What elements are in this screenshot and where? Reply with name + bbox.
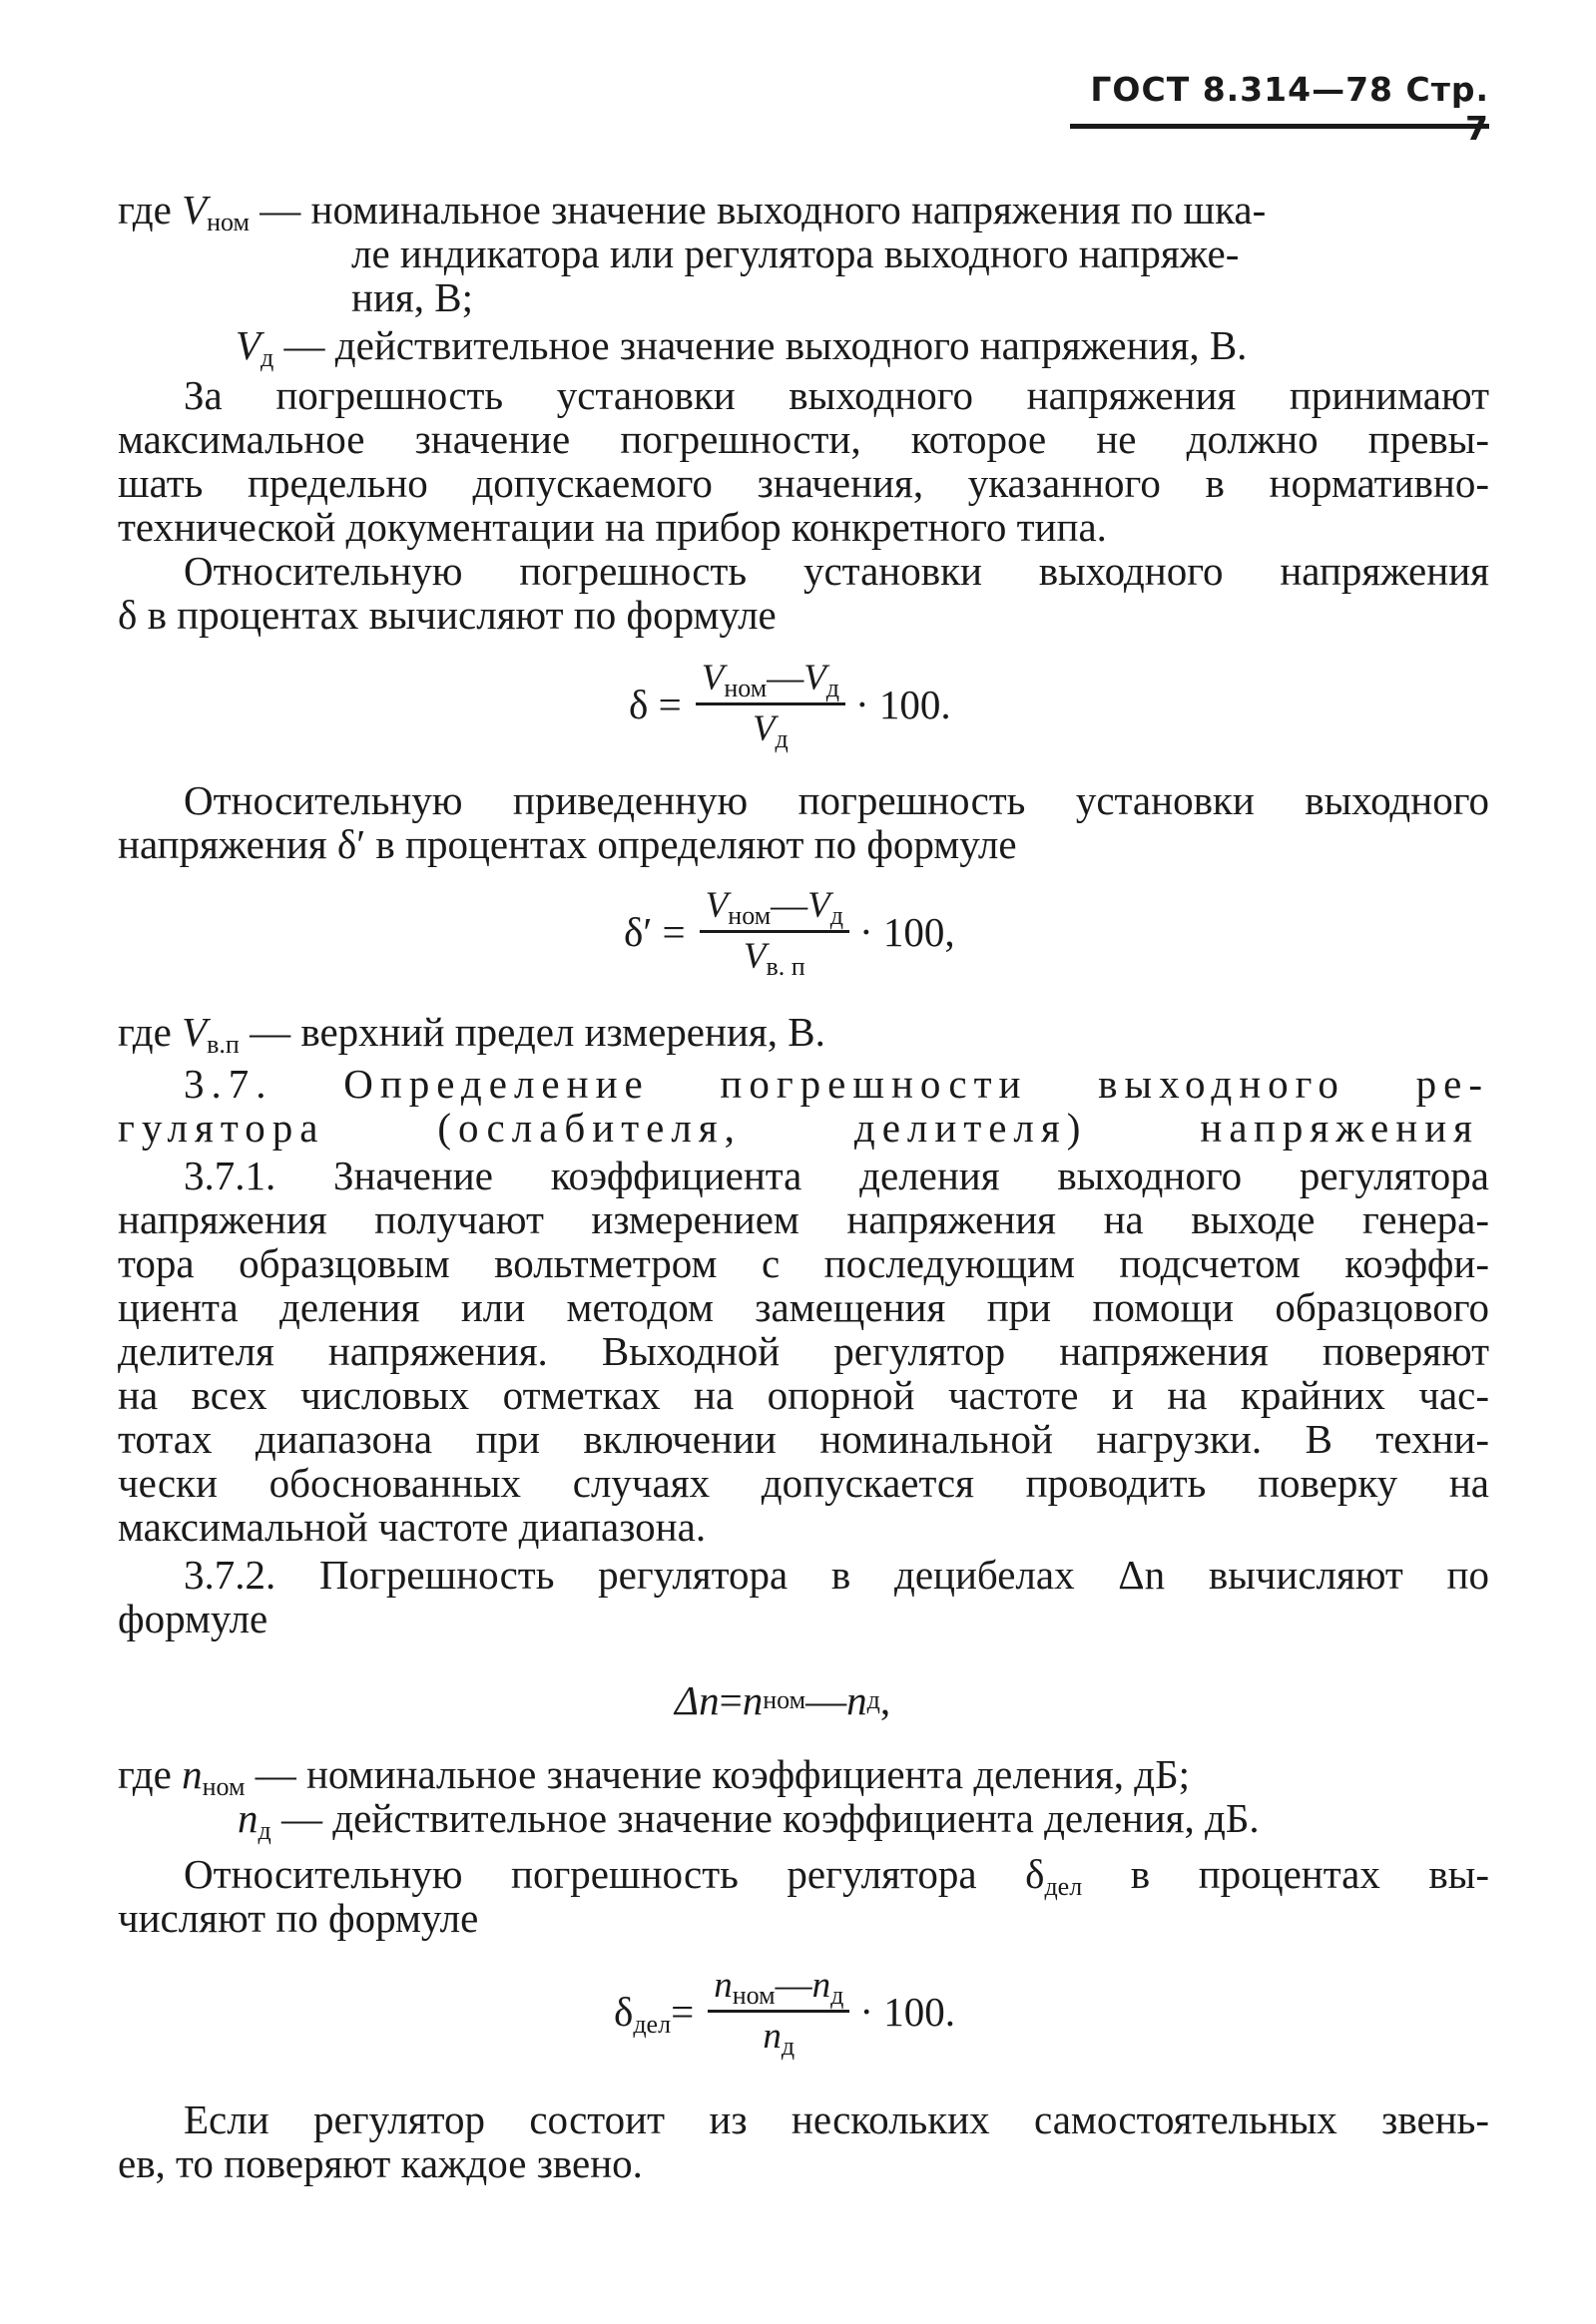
definition-line: ле индикатора или регулятора выходного напряже- <box>351 231 1240 276</box>
symbol-delta: δ <box>1025 1851 1045 1897</box>
formula-term: n <box>846 1677 867 1723</box>
definition-n-d <box>238 1795 1260 1845</box>
fraction-numerator: $n_{ном}—n_д$ <box>714 1965 844 2010</box>
paragraph-line: 3.7.2. Погрешность регулятора в децибелах Δn вычисляют по <box>184 1552 1489 1598</box>
formula-delta-del <box>614 1965 955 2061</box>
paragraph-line: За погрешность установки выходного напряжения принимают <box>184 372 1489 418</box>
formula-delta <box>629 658 951 753</box>
formula-term: n <box>742 1677 764 1723</box>
subscript-del: дел <box>1044 1872 1083 1901</box>
symbol-n: n <box>182 1751 203 1797</box>
where-word: где <box>118 187 172 232</box>
definition-line: ния, В; <box>351 274 473 320</box>
paragraph-line <box>184 1851 1489 1901</box>
definition-text: — верхний предел измерения, В. <box>250 1009 825 1055</box>
subscript-nom: ном <box>202 1772 246 1801</box>
paragraph-line: формуле <box>118 1596 268 1641</box>
page-header: ГОСТ 8.314—78 Стр. <box>1090 70 1489 109</box>
fraction-denominator: $V_д$ <box>752 708 789 753</box>
fraction-numerator: $V_{ном}—V_д$ <box>701 658 840 702</box>
formula-rhs: · 100. <box>859 1988 955 2035</box>
symbol-v: V <box>182 187 208 232</box>
paragraph-line: δ в процентах вычисляют по формуле <box>118 592 777 638</box>
paragraph-line: циента деления или методом замещения при помощи образцового <box>118 1284 1489 1330</box>
paragraph-line: тотах диапазона при включении номинальной нагрузки. В техни- <box>118 1416 1489 1462</box>
text-span: Относительную погрешность регулятора <box>184 1851 977 1897</box>
symbol-v: V <box>182 1009 208 1055</box>
formula-delta-n: Δn = n ном — n д , <box>675 1677 891 1723</box>
paragraph-line: технической документации на прибор конкретного типа. <box>118 504 1107 550</box>
formula-rhs: · 100. <box>855 681 951 727</box>
paragraph-line: числяют по формуле <box>118 1895 479 1941</box>
paragraph-line: максимальной частоте диапазона. <box>118 1504 707 1550</box>
definition-text: — номинальное значение коэффициента деления, дБ; <box>255 1751 1191 1797</box>
formula-minus: — <box>805 1677 847 1723</box>
paragraph-line: делителя напряжения. Выходной регулятор напряжения поверяют <box>118 1328 1489 1374</box>
fraction <box>700 885 849 981</box>
paragraph-line: напряжения δ′ в процентах определяют по формуле <box>118 821 1017 867</box>
formula-eq: = <box>719 1677 743 1723</box>
where-word: где <box>118 1009 172 1055</box>
subscript-vp: в.п <box>207 1030 240 1059</box>
subscript-d: д <box>261 343 274 372</box>
symbol-n: n <box>238 1795 259 1841</box>
formula-rhs: · 100, <box>859 908 955 955</box>
formula-lhs: $\delta_{дел}=$ <box>614 1988 695 2039</box>
symbol-v: V <box>236 322 262 368</box>
section-heading: гулятора (ослабителя, делителя) напряжения <box>118 1105 1479 1151</box>
where-word: где <box>118 1751 172 1797</box>
header-rule <box>1070 124 1489 129</box>
fraction-denominator: $V_{в. п}$ <box>743 936 805 981</box>
fraction <box>708 1965 849 2061</box>
text-span: в процентах вы- <box>1130 1851 1489 1897</box>
subscript-nom: ном <box>207 208 251 236</box>
formula-delta-prime <box>624 885 955 981</box>
fraction-numerator: $V_{ном}—V_д$ <box>705 885 843 930</box>
paragraph-line: напряжения получают измерением напряжения на выходе генера- <box>118 1196 1489 1242</box>
formula-lhs: δ = <box>629 681 682 727</box>
paragraph-line: 3.7.1. Значение коэффициента деления выходного регулятора <box>184 1153 1489 1198</box>
definition-text: — действительное значение коэффициента деления, дБ. <box>280 1795 1260 1841</box>
paragraph-line: Относительную приведенную погрешность установки выходного <box>184 777 1489 823</box>
fraction-denominator: $n_д$ <box>763 2016 796 2061</box>
paragraph-line: тора образцовым вольтметром с последующим подсчетом коэффи- <box>118 1240 1489 1286</box>
section-heading: 3.7. Определение погрешности выходного ре- <box>184 1061 1489 1107</box>
definition-v-d <box>236 322 1248 372</box>
paragraph-line: Относительную погрешность установки выходного напряжения <box>184 548 1489 594</box>
subscript-d: д <box>258 1816 271 1845</box>
definition-v-nom <box>118 187 1267 236</box>
definition-text: — действительное значение выходного напряжения, В. <box>283 322 1248 368</box>
definition-v-vp <box>118 1009 825 1059</box>
definition-n-nom <box>118 1751 1191 1801</box>
definition-text: — номинальное значение выходного напряжения по шка- <box>260 187 1267 232</box>
paragraph-line: ев, то поверяют каждое звено. <box>118 2140 643 2186</box>
formula-end: , <box>879 1677 891 1723</box>
fraction <box>696 658 845 753</box>
paragraph-line: максимальное значение погрешности, которое не должно превы- <box>118 416 1489 462</box>
paragraph-line: на всех числовых отметках на опорной частоте и на крайних час- <box>118 1372 1489 1418</box>
formula-lhs: δ′ = <box>624 908 686 955</box>
paragraph-line: чески обоснованных случаях допускается проводить поверку на <box>118 1460 1489 1506</box>
paragraph-line: Если регулятор состоит из нескольких самостоятельных звень- <box>184 2096 1489 2142</box>
formula-term: Δn <box>675 1677 720 1723</box>
paragraph-line: шать предельно допускаемого значения, указанного в нормативно- <box>118 460 1489 506</box>
